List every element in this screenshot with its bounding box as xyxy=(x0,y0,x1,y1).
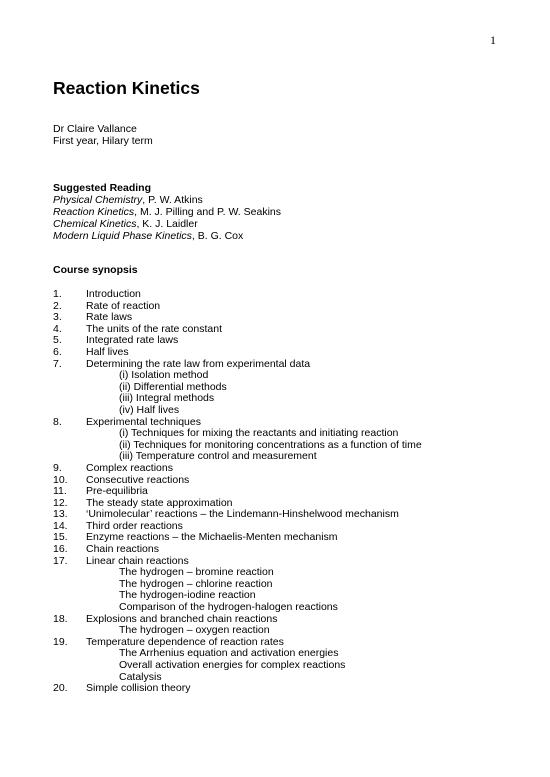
topic-text: Integrated rate laws xyxy=(86,334,179,347)
topic-text: The steady state approximation xyxy=(86,496,233,509)
line-number: 14. xyxy=(53,519,68,532)
topic-text: Rate of reaction xyxy=(86,299,161,312)
reading-item xyxy=(53,194,281,206)
line-number: 10. xyxy=(53,473,68,486)
author-block xyxy=(53,123,153,147)
subtopic-text: The hydrogen – bromine reaction xyxy=(119,566,274,579)
reading-item xyxy=(53,230,281,242)
synopsis-line xyxy=(53,683,422,695)
book-author: , B. G. Cox xyxy=(191,230,244,242)
line-number: 6. xyxy=(53,345,62,358)
subtopic-text: Catalysis xyxy=(119,670,162,683)
subtopic-text: The hydrogen-iodine reaction xyxy=(119,589,256,602)
topic-text: ‘Unimolecular’ reactions – the Lindemann-Hinshelwood mechanism xyxy=(86,508,399,521)
synopsis-heading: Course synopsis xyxy=(53,264,138,276)
line-number: 19. xyxy=(53,635,68,648)
line-number: 9. xyxy=(53,461,62,474)
topic-text: Half lives xyxy=(86,345,129,358)
author-name: Dr Claire Vallance xyxy=(53,123,137,135)
line-number: 8. xyxy=(53,415,62,428)
document-title: Reaction Kinetics xyxy=(53,78,200,98)
line-number: 20. xyxy=(53,682,68,695)
subtopic-text: The hydrogen – chlorine reaction xyxy=(119,577,273,590)
line-number: 2. xyxy=(53,299,62,312)
course-term: First year, Hilary term xyxy=(53,135,153,147)
synopsis-line xyxy=(53,370,422,382)
line-number: 13. xyxy=(53,508,68,521)
book-title: Chemical Kinetics xyxy=(53,218,137,230)
line-number: 5. xyxy=(53,334,62,347)
topic-text: Temperature dependence of reaction rates xyxy=(86,635,284,648)
topic-text: Consecutive reactions xyxy=(86,473,190,486)
page-number: 1 xyxy=(490,33,496,47)
book-author: , P. W. Atkins xyxy=(142,194,203,206)
subtopic-text: Comparison of the hydrogen-halogen reactions xyxy=(119,601,338,614)
subtopic-text: (iii) Integral methods xyxy=(119,392,215,405)
topic-text: Chain reactions xyxy=(86,543,159,556)
topic-text: Complex reactions xyxy=(86,461,173,474)
reading-heading: Suggested Reading xyxy=(53,182,152,194)
subtopic-text: (i) Isolation method xyxy=(119,369,209,382)
line-number: 17. xyxy=(53,554,68,567)
subtopic-text: (ii) Differential methods xyxy=(119,380,227,393)
subtopic-text: (i) Techniques for mixing the reactants and initiating reaction xyxy=(119,427,399,440)
topic-text: Experimental techniques xyxy=(86,415,201,428)
line-number: 18. xyxy=(53,612,68,625)
synopsis-line xyxy=(53,660,422,672)
subtopic-text: The Arrhenius equation and activation energies xyxy=(119,647,339,660)
reading-item xyxy=(53,218,281,230)
book-author: , K. J. Laidler xyxy=(136,218,198,230)
line-number: 7. xyxy=(53,357,62,370)
subtopic-text: (ii) Techniques for monitoring concentrations as a function of time xyxy=(119,438,422,451)
line-number: 3. xyxy=(53,311,62,324)
topic-text: Linear chain reactions xyxy=(86,554,189,567)
line-number: 1. xyxy=(53,288,62,300)
book-title: Reaction Kinetics xyxy=(53,206,135,218)
topic-text: The units of the rate constant xyxy=(86,322,222,335)
line-number: 12. xyxy=(53,496,68,509)
book-author: , M. J. Pilling and P. W. Seakins xyxy=(134,206,281,218)
topic-text: Introduction xyxy=(86,288,141,300)
topic-text: Simple collision theory xyxy=(86,682,191,695)
line-number: 11. xyxy=(53,485,67,498)
subtopic-text: Overall activation energies for complex reactions xyxy=(119,659,346,671)
line-number: 15. xyxy=(53,531,68,544)
synopsis-line xyxy=(53,428,422,440)
book-title: Physical Chemistry xyxy=(53,194,143,206)
line-number: 16. xyxy=(53,543,68,556)
topic-text: Third order reactions xyxy=(86,519,183,532)
book-title: Modern Liquid Phase Kinetics xyxy=(53,230,192,242)
topic-text: Explosions and branched chain reactions xyxy=(86,612,278,625)
topic-text: Determining the rate law from experimental data xyxy=(86,357,311,370)
topic-text: Enzyme reactions – the Michaelis-Menten mechanism xyxy=(86,531,338,544)
reading-item xyxy=(53,206,281,218)
synopsis-list xyxy=(53,289,422,695)
line-number: 4. xyxy=(53,322,62,335)
subtopic-text: The hydrogen – oxygen reaction xyxy=(119,624,270,637)
subtopic-text: (iv) Half lives xyxy=(119,403,180,416)
topic-text: Pre-equilibria xyxy=(86,485,148,498)
subtopic-text: (iii) Temperature control and measurement xyxy=(119,450,317,463)
topic-text: Rate laws xyxy=(86,311,133,324)
reading-list xyxy=(53,194,281,242)
